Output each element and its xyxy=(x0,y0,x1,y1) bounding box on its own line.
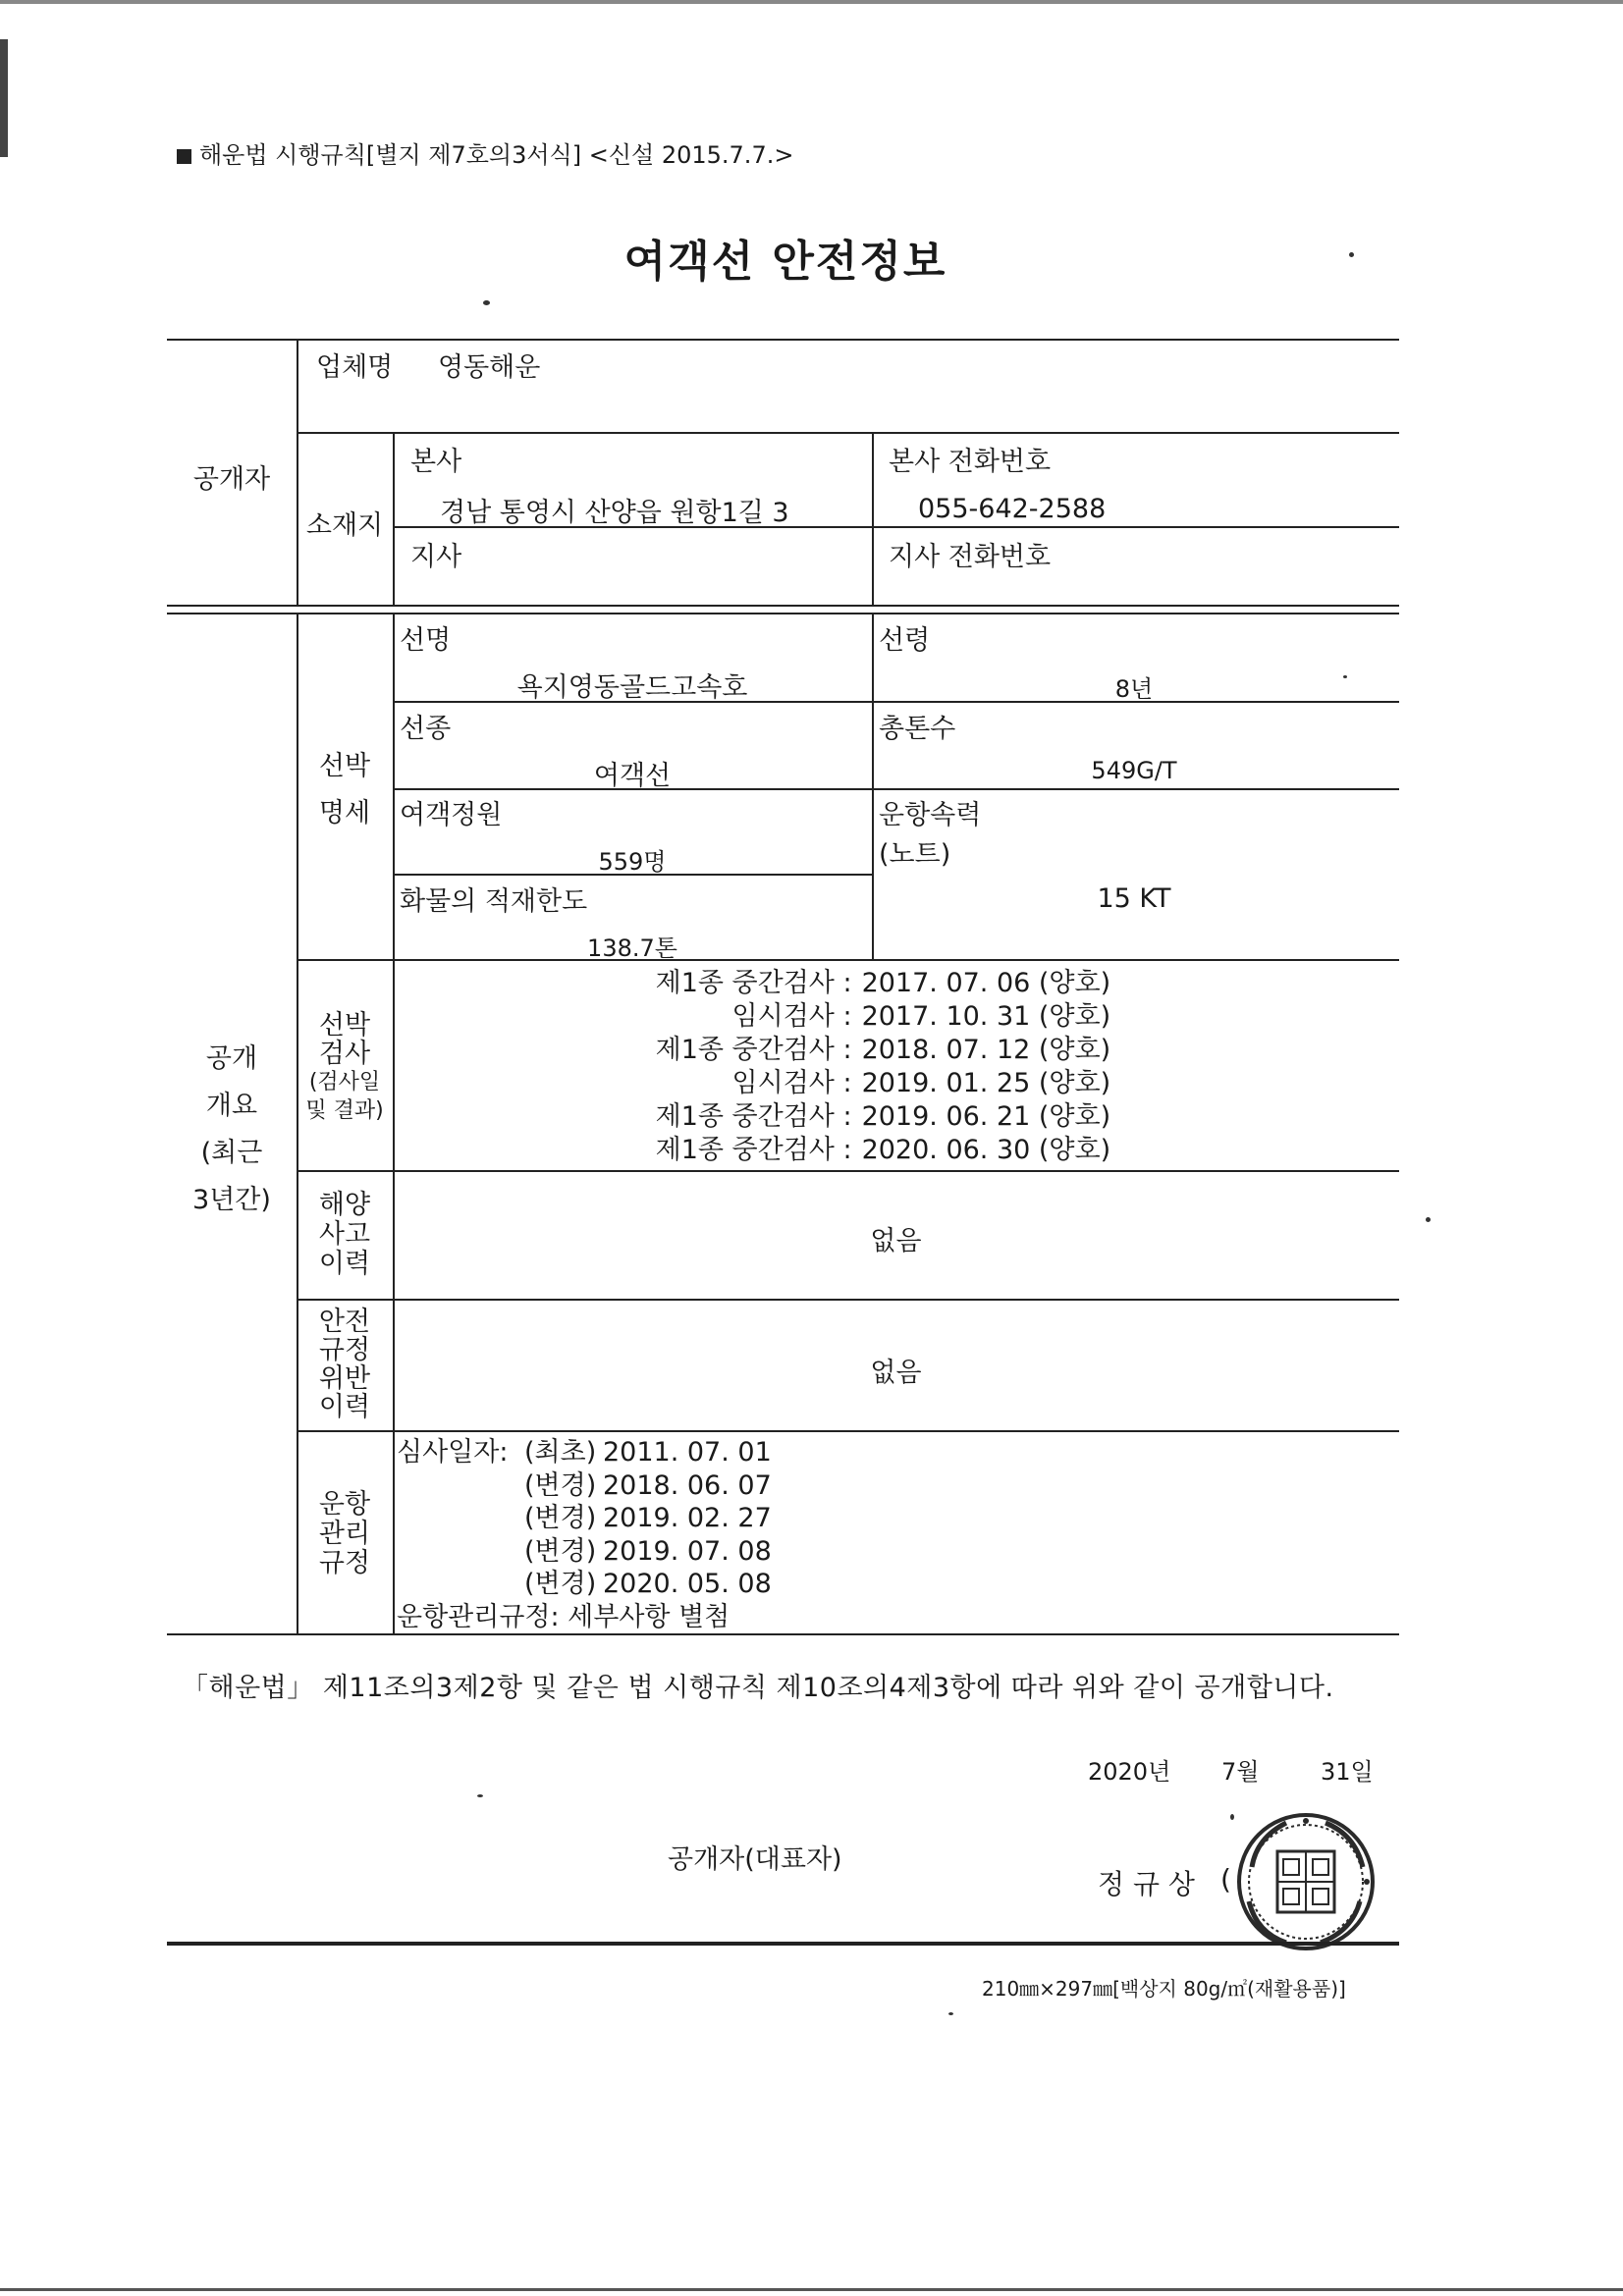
hq-phone-label: 본사 전화번호 xyxy=(889,447,1052,477)
inspection-label-line: 및 결과) xyxy=(305,1098,384,1123)
rules-note: 운항관리규정: 세부사항 별첨 xyxy=(397,1601,730,1632)
violations-label-line: 안전 xyxy=(318,1307,371,1337)
inspection-row xyxy=(535,1000,1193,1034)
inspection-result: 2017. 07. 06 (양호) xyxy=(861,968,1111,998)
inspection-type: 제1종 중간검사 : xyxy=(655,1101,852,1132)
overview-label-line: 3년간) xyxy=(192,1185,271,1215)
inspection-result: 2018. 07. 12 (양호) xyxy=(861,1035,1111,1065)
inspection-row xyxy=(535,1134,1193,1167)
violations-label-line: 위반 xyxy=(318,1363,371,1394)
scan-edge xyxy=(0,2288,1623,2291)
review-date: 2018. 06. 07 xyxy=(603,1469,772,1501)
inspection-row xyxy=(535,1034,1193,1067)
inspection-result: 2020. 06. 30 (양호) xyxy=(861,1135,1111,1165)
representative-name: 정 규 상 xyxy=(1098,1868,1195,1900)
company-name-value: 영동해운 xyxy=(438,352,541,383)
management-review-list xyxy=(397,1436,772,1633)
form-reference xyxy=(177,135,793,170)
footer-rule xyxy=(167,1942,1399,1946)
speed-value: 15 KT xyxy=(1097,883,1171,914)
violations-value: 없음 xyxy=(870,1358,922,1388)
accidents-label-line: 이력 xyxy=(318,1249,371,1279)
speck xyxy=(1349,252,1354,257)
ship-type-label: 선종 xyxy=(400,714,452,744)
ship-type-value: 여객선 xyxy=(593,761,672,791)
overview-label-line: 공개 xyxy=(205,1043,258,1074)
review-kind: (변경) xyxy=(524,1569,597,1599)
review-kind: (변경) xyxy=(524,1503,597,1533)
review-row xyxy=(397,1535,772,1569)
inspection-type: 임시검사 : xyxy=(731,1068,852,1098)
tonnage-label: 총톤수 xyxy=(879,714,956,744)
table-bottom-rule xyxy=(167,1633,1399,1635)
review-date: 2020. 05. 08 xyxy=(603,1569,772,1599)
management-label-line: 운항 xyxy=(318,1489,371,1520)
inspection-row xyxy=(535,967,1193,1000)
speck xyxy=(1426,1217,1431,1222)
inspection-type: 제1종 중간검사 : xyxy=(655,1035,852,1065)
review-date-label: 심사일자: xyxy=(397,1437,509,1468)
rule xyxy=(167,613,1399,614)
accidents-label xyxy=(297,1191,393,1279)
review-row xyxy=(397,1436,772,1469)
ship-age-label: 선령 xyxy=(879,625,931,656)
rule xyxy=(297,1430,1399,1432)
ship-name-value: 욕지영동골드고속호 xyxy=(516,672,748,703)
rule xyxy=(297,432,1399,434)
review-kind: (변경) xyxy=(524,1469,597,1501)
overview-section-label xyxy=(167,1036,297,1224)
management-label-line: 관리 xyxy=(318,1519,371,1549)
date-month: 7월 xyxy=(1221,1758,1260,1786)
review-row xyxy=(397,1568,772,1601)
rule xyxy=(872,613,874,959)
review-date: 2011. 07. 01 xyxy=(603,1437,772,1468)
inspection-type: 임시검사 : xyxy=(731,1001,852,1032)
speed-unit-label: (노트) xyxy=(879,839,951,870)
accidents-label-line: 해양 xyxy=(318,1190,371,1220)
rule xyxy=(872,432,874,605)
violations-label-line: 규정 xyxy=(318,1335,371,1365)
hq-label: 본사 xyxy=(410,447,462,477)
inspection-label-line: 검사 xyxy=(318,1039,371,1069)
inspection-label xyxy=(297,1011,393,1125)
inspection-type: 제1종 중간검사 : xyxy=(655,1135,852,1165)
rule xyxy=(297,339,298,605)
hq-phone-value: 055-642-2588 xyxy=(918,494,1107,524)
rules-note-row xyxy=(397,1601,772,1634)
ship-spec-label-line: 명세 xyxy=(318,798,371,828)
date-year: 2020년 xyxy=(1088,1758,1171,1786)
branch-phone-label: 지사 전화번호 xyxy=(889,542,1052,572)
scan-edge xyxy=(0,0,1623,4)
inspection-label-line: 선박 xyxy=(318,1010,371,1041)
violations-label xyxy=(297,1308,393,1421)
ship-age-value: 8년 xyxy=(1114,675,1154,703)
speck xyxy=(948,2012,953,2015)
capacity-label: 여객정원 xyxy=(400,800,503,830)
tonnage-value: 549G/T xyxy=(1091,757,1177,784)
speck xyxy=(1230,1814,1234,1820)
review-kind: (변경) xyxy=(524,1535,597,1567)
review-row xyxy=(397,1469,772,1503)
rule xyxy=(297,1299,1399,1301)
overview-label-line: (최근 xyxy=(200,1138,263,1168)
date-day: 31일 xyxy=(1321,1758,1374,1786)
review-date: 2019. 07. 08 xyxy=(603,1535,772,1567)
location-label: 소재지 xyxy=(305,510,384,541)
ship-name-label: 선명 xyxy=(400,625,452,656)
branch-label: 지사 xyxy=(410,542,462,572)
review-row xyxy=(397,1502,772,1535)
capacity-value: 559명 xyxy=(598,848,667,876)
violations-label-line: 이력 xyxy=(318,1392,371,1422)
speck xyxy=(477,1794,483,1797)
management-label-line: 규정 xyxy=(318,1548,371,1578)
company-name-label: 업체명 xyxy=(316,352,394,383)
rule xyxy=(167,605,1399,607)
inspection-list xyxy=(535,967,1193,1167)
speck xyxy=(1343,675,1347,678)
disclosure-statement: 「해운법」 제11조의3제2항 및 같은 법 시행규칙 제10조의4제3항에 따라 위와 같이 공개합니다. xyxy=(182,1673,1334,1703)
overview-label-line: 개요 xyxy=(205,1091,258,1121)
inspection-label-line: (검사일 xyxy=(308,1070,381,1095)
inspection-row xyxy=(535,1100,1193,1134)
representative-label: 공개자(대표자) xyxy=(668,1844,842,1875)
review-kind: (최초) xyxy=(524,1437,597,1468)
inspection-row xyxy=(535,1067,1193,1100)
paper-spec: 210㎜×297㎜[백상지 80g/㎡(재활용품)] xyxy=(982,1977,1346,2001)
scan-edge xyxy=(0,39,8,157)
form-reference-text: 해운법 시행규칙[별지 제7호의3서식] <신설 2015.7.7.> xyxy=(199,141,794,169)
cargo-limit-label: 화물의 적재한도 xyxy=(400,886,588,917)
table-top-rule xyxy=(167,339,1399,341)
rule xyxy=(393,432,395,605)
inspection-type: 제1종 중간검사 : xyxy=(655,968,852,998)
review-date: 2019. 02. 27 xyxy=(603,1503,772,1533)
speck xyxy=(483,300,490,305)
page-title: 여객선 안전정보 xyxy=(623,237,947,287)
inspection-result: 2019. 01. 25 (양호) xyxy=(861,1068,1111,1098)
representative-paren: ( xyxy=(1220,1863,1231,1896)
inspection-result: 2017. 10. 31 (양호) xyxy=(861,1001,1111,1032)
ship-spec-label-line: 선박 xyxy=(318,751,371,781)
discloser-section-label: 공개자 xyxy=(192,464,271,495)
rule xyxy=(297,1170,1399,1172)
speed-label: 운항속력 xyxy=(879,800,982,830)
official-seal-icon xyxy=(1232,1808,1380,1955)
cargo-limit-value: 138.7톤 xyxy=(587,934,677,962)
accidents-value: 없음 xyxy=(870,1226,922,1256)
inspection-result: 2019. 06. 21 (양호) xyxy=(861,1101,1111,1132)
management-label xyxy=(297,1490,393,1578)
accidents-label-line: 사고 xyxy=(318,1219,371,1250)
ship-spec-label xyxy=(297,743,393,837)
hq-address-value: 경남 통영시 산양읍 원항1길 3 xyxy=(440,498,789,528)
square-bullet-icon xyxy=(177,149,191,164)
